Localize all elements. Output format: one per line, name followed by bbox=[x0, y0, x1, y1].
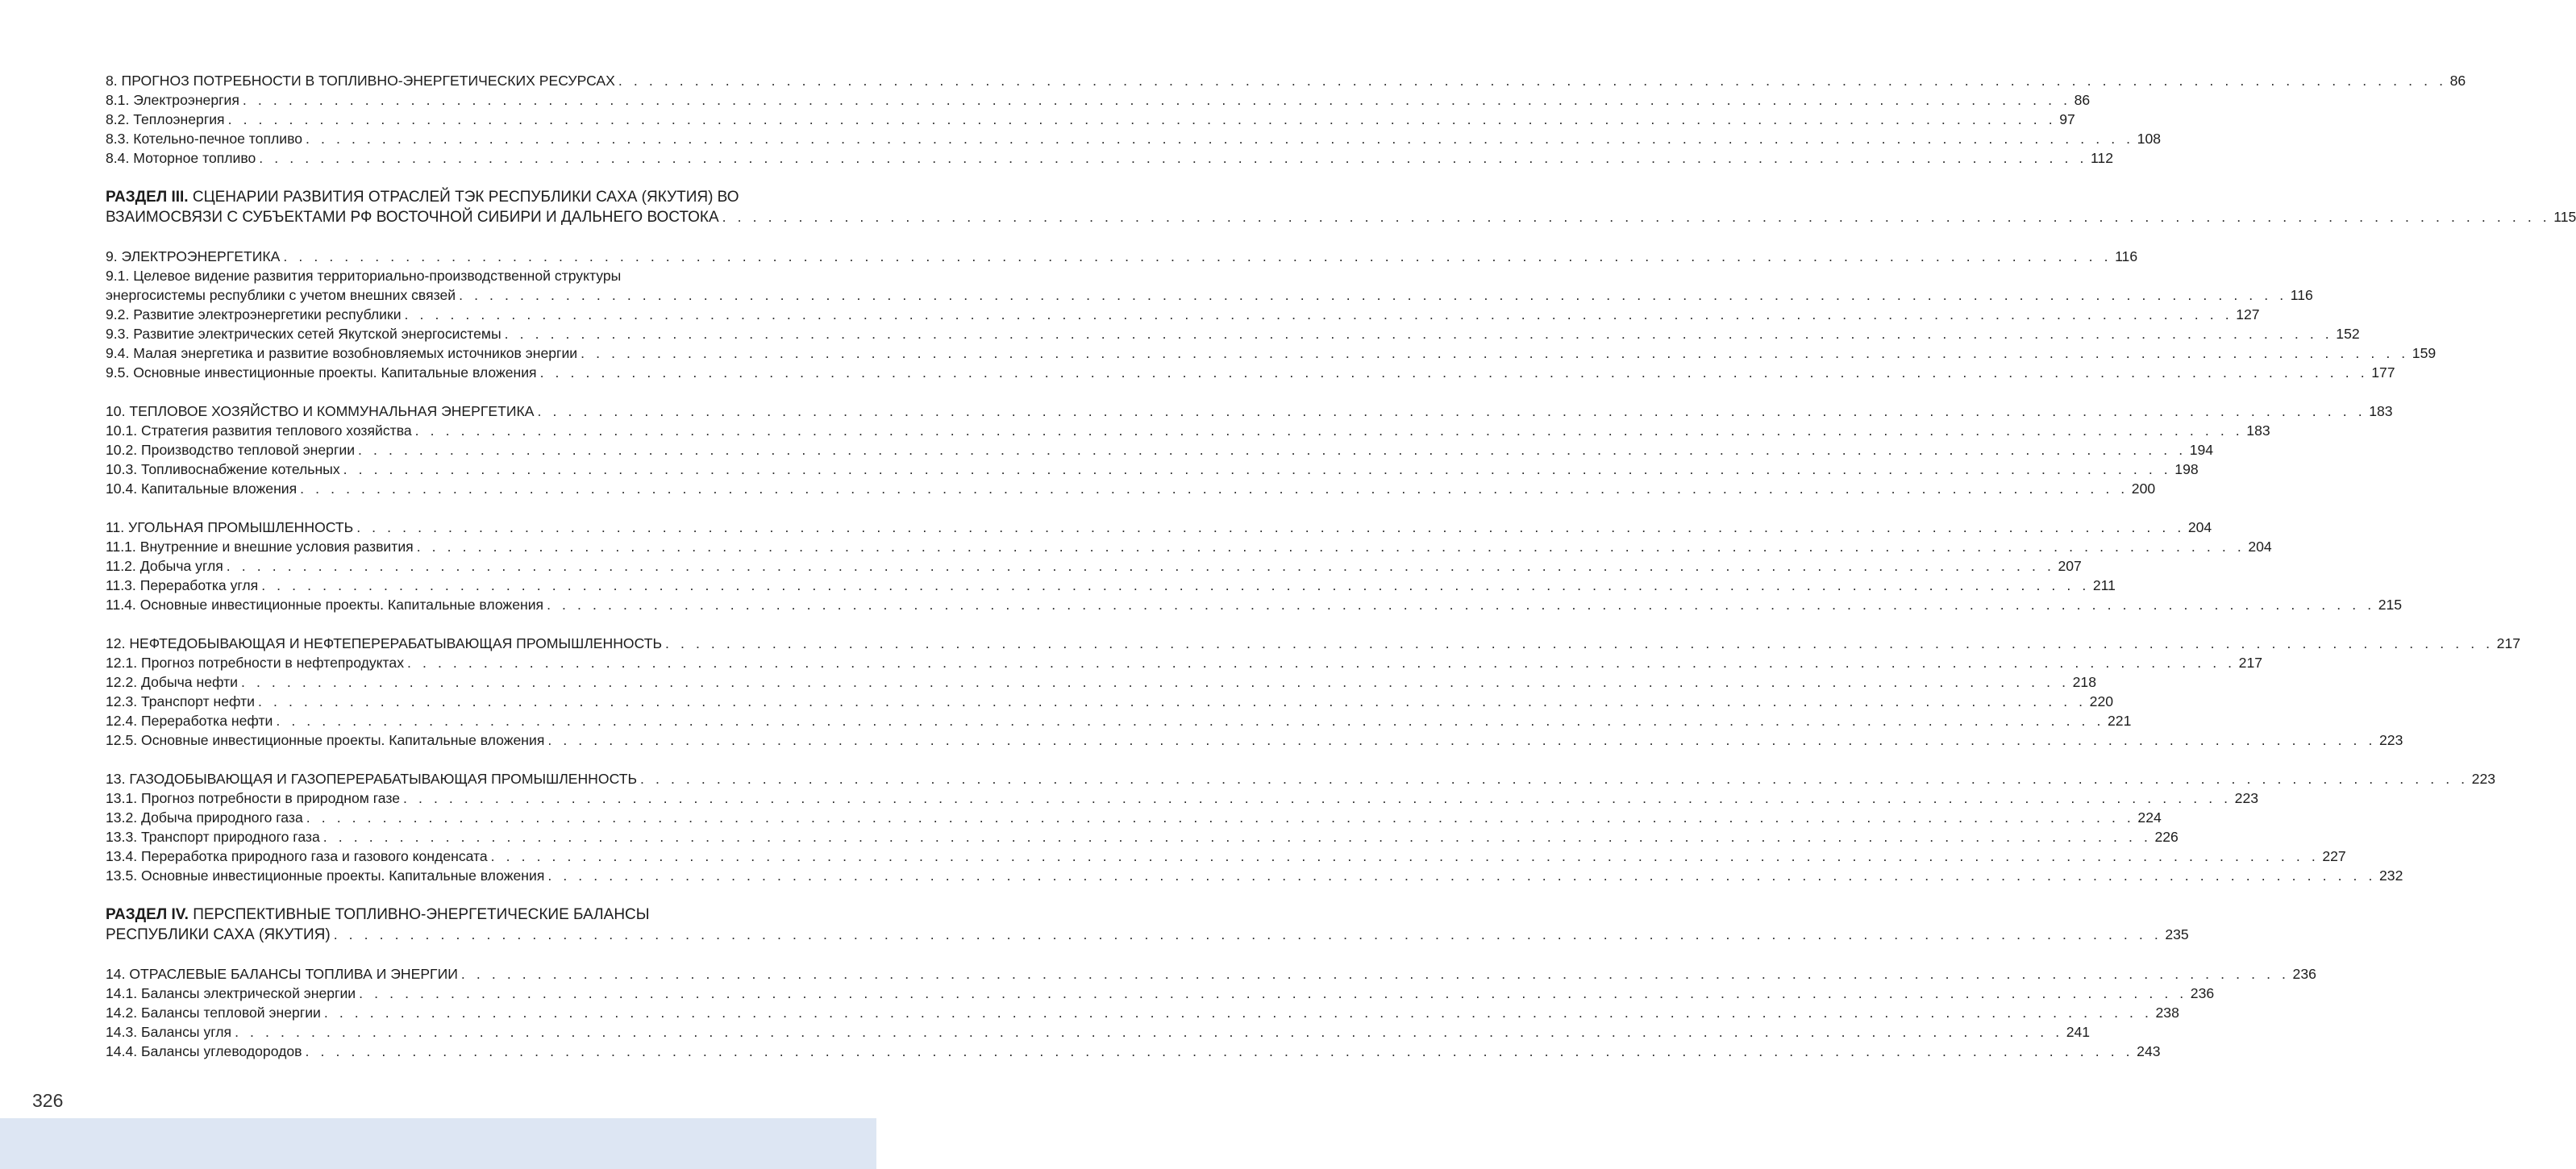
toc-leader-dots: . . . . . . . . . . . . . . . . . . . . . . . . . . . . . . . . . . . . . . . . . . . . . . . . . . . . . . . . . . . . . . . . . . . . . . . . . . . . . . . . . . . . . . . . . . . . . . . . . . . . . . . . . . . . . . . . . . . . . . . . bbox=[283, 248, 2112, 264]
toc-section-heading[interactable] bbox=[106, 925, 2189, 945]
toc-leader-dots: . . . . . . . . . . . . . . . . . . . . . . . . . . . . . . . . . . . . . . . . . . . . . . . . . . . . . . . . . . . . . . . . . . . . . . . . . . . . . . . . . . . . . . . . . . . . . . . . . . . . . . . . . . . . . . . . . . . . . . . . bbox=[323, 1005, 2153, 1021]
toc-entry[interactable] bbox=[106, 692, 2114, 711]
toc-section-heading[interactable] bbox=[106, 187, 834, 207]
toc-leader-dots: . . . . . . . . . . . . . . . . . . . . . . . . . . . . . . . . . . . . . . . . . . . . . . . . . . . . . . . . . . . . . . . . . . . . . . . . . . . . . . . . . . . . . . . . . . . . . . . . . . . . . . . . . . . . . . . . . . . . . . . . bbox=[665, 635, 2494, 651]
toc-page-number: 116 bbox=[2290, 287, 2313, 303]
toc-entry-title: 14.1. Балансы электрической энергии bbox=[106, 985, 356, 1001]
toc-entry-title: 10.3. Топливоснабжение котельных bbox=[106, 461, 340, 477]
toc-entry[interactable] bbox=[106, 148, 2114, 168]
toc-entry[interactable] bbox=[106, 634, 2521, 653]
toc-page-number: 115 bbox=[2553, 209, 2576, 225]
toc-page-number: 218 bbox=[2072, 674, 2096, 690]
toc-page-number: 207 bbox=[2058, 558, 2082, 574]
toc-leader-dots: . . . . . . . . . . . . . . . . . . . . . . . . . . . . . . . . . . . . . . . . . . . . . . . . . . . . . . . . . . . . . . . . . . . . . . . . . . . . . . . . . . . . . . . . . . . . . . . . . . . . . . . . . . . . . . . . . . . . . . . . bbox=[359, 985, 2187, 1001]
toc-entry[interactable] bbox=[106, 305, 2260, 324]
toc-entry-title: 8.4. Моторное топливо bbox=[106, 150, 256, 166]
toc-entry-title: 13.1. Прогноз потребности в природном газе bbox=[106, 790, 400, 806]
toc-leader-dots: . . . . . . . . . . . . . . . . . . . . . . . . . . . . . . . . . . . . . . . . . . . . . . . . . . . . . . . . . . . . . . . . . . . . . . . . . . . . . . . . . . . . . . . . . . . . . . . . . . . . . . . . . . . . . . . . . . . . . . . . bbox=[490, 848, 2320, 864]
toc-page-number: 215 bbox=[2378, 597, 2403, 613]
toc-entry-title: 14. ОТРАСЛЕВЫЕ БАЛАНСЫ ТОПЛИВА И ЭНЕРГИИ bbox=[106, 966, 458, 982]
toc-leader-dots: . . . . . . . . . . . . . . . . . . . . . . . . . . . . . . . . . . . . . . . . . . . . . . . . . . . . . . . . . . . . . . . . . . . . . . . . . . . . . . . . . . . . . . . . . . . . . . . . . . . . . . . . . . . . . . . . . . . . . . . . bbox=[276, 713, 2105, 729]
toc-page-number: 238 bbox=[2155, 1005, 2179, 1021]
toc-entry[interactable] bbox=[106, 266, 834, 285]
toc-entry[interactable] bbox=[106, 324, 2360, 343]
toc-leader-dots: . . . . . . . . . . . . . . . . . . . . . . . . . . . . . . . . . . . . . . . . . . . . . . . . . . . . . . . . . . . . . . . . . . . . . . . . . . . . . . . . . . . . . . . . . . . . . . . . . . . . . . . . . . . . . . . . . . . . . . . . bbox=[333, 926, 2162, 942]
toc-entry-title: РЕСПУБЛИКИ САХА (ЯКУТИЯ) bbox=[106, 926, 331, 943]
toc-entry[interactable] bbox=[106, 595, 2403, 614]
toc-entry[interactable] bbox=[106, 285, 2313, 305]
toc-entry[interactable] bbox=[106, 984, 2215, 1003]
toc-entry[interactable] bbox=[106, 343, 2437, 363]
toc-entry[interactable] bbox=[106, 1003, 2179, 1022]
toc-entry-title: 10. ТЕПЛОВОЕ ХОЗЯЙСТВО И КОММУНАЛЬНАЯ ЭНЕРГЕТИКА bbox=[106, 403, 535, 419]
toc-leader-dots: . . . . . . . . . . . . . . . . . . . . . . . . . . . . . . . . . . . . . . . . . . . . . . . . . . . . . . . . . . . . . . . . . . . . . . . . . . . . . . . . . . . . . . . . . . . . . . . . . . . . . . . . . . . . . . . . . . . . . . . . bbox=[407, 655, 2236, 671]
toc-page-number: 223 bbox=[2234, 790, 2259, 806]
toc-page-number: 243 bbox=[2137, 1043, 2161, 1059]
toc-entry-title: ВЗАИМОСВЯЗИ С СУБЪЕКТАМИ РФ ВОСТОЧНОЙ СИБИРИ И ДАЛЬНЕГО ВОСТОКА bbox=[106, 209, 719, 226]
toc-entry[interactable] bbox=[106, 247, 2138, 266]
toc-page-number: 194 bbox=[2189, 442, 2214, 458]
toc-entry-title: 9.2. Развитие электроэнергетики республики bbox=[106, 306, 402, 322]
toc-entry[interactable] bbox=[106, 421, 2270, 440]
toc-page-number: 236 bbox=[2292, 966, 2316, 982]
toc-entry[interactable] bbox=[106, 788, 2259, 808]
toc-page-number: 152 bbox=[2336, 326, 2360, 342]
toc-entry[interactable] bbox=[106, 672, 2096, 692]
toc-page-number: 108 bbox=[2137, 131, 2162, 147]
toc-entry-title: 9. ЭЛЕКТРОЭНЕРГЕТИКА bbox=[106, 248, 281, 264]
toc-entry[interactable] bbox=[106, 769, 2496, 788]
toc-entry[interactable] bbox=[106, 1022, 2091, 1042]
toc-entry-title: 13.3. Транспорт природного газа bbox=[106, 829, 320, 845]
toc-entry[interactable] bbox=[106, 964, 2316, 984]
toc-page-number: 204 bbox=[2248, 539, 2272, 555]
toc-entry-title: 14.4. Балансы углеводородов bbox=[106, 1043, 302, 1059]
toc-entry-title: 11.1. Внутренние и внешние условия развития bbox=[106, 539, 414, 555]
toc-leader-dots: . . . . . . . . . . . . . . . . . . . . . . . . . . . . . . . . . . . . . . . . . . . . . . . . . . . . . . . . . . . . . . . . . . . . . . . . . . . . . . . . . . . . . . . . . . . . . . . . . . . . . . . . . . . . . . . . . . . . . . . . bbox=[403, 790, 2232, 806]
toc-leader-dots: . . . . . . . . . . . . . . . . . . . . . . . . . . . . . . . . . . . . . . . . . . . . . . . . . . . . . . . . . . . . . . . . . . . . . . . . . . . . . . . . . . . . . . . . . . . . . . . . . . . . . . . . . . . . . . . . . . . . . . . . bbox=[547, 732, 2377, 748]
toc-entry-title: 8. ПРОГНОЗ ПОТРЕБНОСТИ В ТОПЛИВНО-ЭНЕРГЕТИЧЕСКИХ РЕСУРСАХ bbox=[106, 73, 615, 89]
toc-leader-dots: . . . . . . . . . . . . . . . . . . . . . . . . . . . . . . . . . . . . . . . . . . . . . . . . . . . . . . . . . . . . . . . . . . . . . . . . . . . . . . . . . . . . . . . . . . . . . . . . . . . . . . . . . . . . . . . . . . . . . . . . bbox=[235, 1024, 2063, 1040]
toc-page-number: 232 bbox=[2379, 867, 2403, 884]
toc-page-number: 241 bbox=[2066, 1024, 2091, 1040]
toc-entry-title: 11.3. Переработка угля bbox=[106, 577, 259, 593]
toc-leader-dots: . . . . . . . . . . . . . . . . . . . . . . . . . . . . . . . . . . . . . . . . . . . . . . . . . . . . . . . . . . . . . . . . . . . . . . . . . . . . . . . . . . . . . . . . . . . . . . . . . . . . . . . . . . . . . . . . . . . . . . . . bbox=[226, 558, 2055, 574]
toc-entry-title: 12.3. Транспорт нефти bbox=[106, 693, 255, 709]
toc-entry-title: 13. ГАЗОДОБЫВАЮЩАЯ И ГАЗОПЕРЕРАБАТЫВАЮЩАЯ ПРОМЫШЛЕННОСТЬ bbox=[106, 771, 637, 787]
toc-leader-dots: . . . . . . . . . . . . . . . . . . . . . . . . . . . . . . . . . . . . . . . . . . . . . . . . . . . . . . . . . . . . . . . . . . . . . . . . . . . . . . . . . . . . . . . . . . . . . . . . . . . . . . . . . . . . . . . . . . . . . . . . bbox=[459, 287, 2287, 303]
toc-leader-dots: . . . . . . . . . . . . . . . . . . . . . . . . . . . . . . . . . . . . . . . . . . . . . . . . . . . . . . . . . . . . . . . . . . . . . . . . . . . . . . . . . . . . . . . . . . . . . . . . . . . . . . . . . . . . . . . . . . . . . . . . bbox=[722, 209, 2551, 225]
toc-page-number: 112 bbox=[2090, 150, 2114, 166]
toc-entry-title: 8.1. Электроэнергия bbox=[106, 92, 239, 108]
toc-entry-title: 9.3. Развитие электрических сетей Якутской энергосистемы bbox=[106, 326, 501, 342]
toc-page-number: 211 bbox=[2092, 577, 2116, 593]
toc-page-number: 86 bbox=[2074, 92, 2091, 108]
toc-leader-dots: . . . . . . . . . . . . . . . . . . . . . . . . . . . . . . . . . . . . . . . . . . . . . . . . . . . . . . . . . . . . . . . . . . . . . . . . . . . . . . . . . . . . . . . . . . . . . . . . . . . . . . . . . . . . . . . . . . . . . . . . bbox=[323, 829, 2152, 845]
toc-entry-title: 11.4. Основные инвестиционные проекты. Капитальные вложения bbox=[106, 597, 544, 613]
toc-leader-dots: . . . . . . . . . . . . . . . . . . . . . . . . . . . . . . . . . . . . . . . . . . . . . . . . . . . . . . . . . . . . . . . . . . . . . . . . . . . . . . . . . . . . . . . . . . . . . . . . . . . . . . . . . . . . . . . . . . . . . . . . bbox=[305, 1043, 2134, 1059]
toc-page-number: 200 bbox=[2131, 480, 2156, 497]
toc-entry-title: 10.1. Стратегия развития теплового хозяйства bbox=[106, 422, 412, 439]
toc-leader-dots: . . . . . . . . . . . . . . . . . . . . . . . . . . . . . . . . . . . . . . . . . . . . . . . . . . . . . . . . . . . . . . . . . . . . . . . . . . . . . . . . . . . . . . . . . . . . . . . . . . . . . . . . . . . . . . . . . . . . . . . . bbox=[504, 326, 2333, 342]
toc-page-number: 198 bbox=[2174, 461, 2199, 477]
toc-leader-dots: . . . . . . . . . . . . . . . . . . . . . . . . . . . . . . . . . . . . . . . . . . . . . . . . . . . . . . . . . . . . . . . . . . . . . . . . . . . . . . . . . . . . . . . . . . . . . . . . . . . . . . . . . . . . . . . . . . . . . . . . bbox=[460, 966, 2290, 982]
toc-leader-dots: . . . . . . . . . . . . . . . . . . . . . . . . . . . . . . . . . . . . . . . . . . . . . . . . . . . . . . . . . . . . . . . . . . . . . . . . . . . . . . . . . . . . . . . . . . . . . . . . . . . . . . . . . . . . . . . . . . . . . . . . bbox=[259, 150, 2087, 166]
toc-entry[interactable] bbox=[106, 1042, 2161, 1061]
toc-leader-dots: . . . . . . . . . . . . . . . . . . . . . . . . . . . . . . . . . . . . . . . . . . . . . . . . . . . . . . . . . . . . . . . . . . . . . . . . . . . . . . . . . . . . . . . . . . . . . . . . . . . . . . . . . . . . . . . . . . . . . . . . bbox=[618, 73, 2447, 89]
toc-entry-title: энергосистемы республики с учетом внешних связей bbox=[106, 287, 456, 303]
toc-entry[interactable] bbox=[106, 827, 2179, 847]
toc-leader-dots: . . . . . . . . . . . . . . . . . . . . . . . . . . . . . . . . . . . . . . . . . . . . . . . . . . . . . . . . . . . . . . . . . . . . . . . . . . . . . . . . . . . . . . . . . . . . . . . . . . . . . . . . . . . . . . . . . . . . . . . . bbox=[300, 480, 2129, 497]
toc-entry-title: РАЗДЕЛ III. СЦЕНАРИИ РАЗВИТИЯ ОТРАСЛЕЙ ТЭК РЕСПУБЛИКИ САХА (ЯКУТИЯ) ВО bbox=[106, 189, 739, 206]
toc-entry-title: 12.2. Добыча нефти bbox=[106, 674, 238, 690]
toc-spacer bbox=[106, 614, 834, 634]
toc-entry-title: 8.3. Котельно-печное топливо bbox=[106, 131, 303, 147]
toc-entry-title: 14.2. Балансы тепловой энергии bbox=[106, 1005, 321, 1021]
toc-page-number: 235 bbox=[2165, 926, 2189, 942]
toc-entry[interactable] bbox=[106, 90, 2091, 110]
toc-page-number: 97 bbox=[2059, 111, 2075, 127]
toc-leader-dots: . . . . . . . . . . . . . . . . . . . . . . . . . . . . . . . . . . . . . . . . . . . . . . . . . . . . . . . . . . . . . . . . . . . . . . . . . . . . . . . . . . . . . . . . . . . . . . . . . . . . . . . . . . . . . . . . . . . . . . . . bbox=[416, 539, 2245, 555]
toc-page-number: 183 bbox=[2369, 403, 2393, 419]
toc-page-number: 204 bbox=[2187, 519, 2212, 535]
toc-entry[interactable] bbox=[106, 363, 2395, 382]
toc-leader-dots: . . . . . . . . . . . . . . . . . . . . . . . . . . . . . . . . . . . . . . . . . . . . . . . . . . . . . . . . . . . . . . . . . . . . . . . . . . . . . . . . . . . . . . . . . . . . . . . . . . . . . . . . . . . . . . . . . . . . . . . . bbox=[227, 111, 2057, 127]
toc-entry[interactable] bbox=[106, 556, 2082, 576]
toc-entry-title: 9.1. Целевое видение развития территориально-производственной структуры bbox=[106, 268, 622, 284]
toc-entry[interactable] bbox=[106, 110, 2075, 129]
toc-section-heading[interactable] bbox=[106, 207, 2576, 227]
toc-entry-title: 12. НЕФТЕДОБЫВАЮЩАЯ И НЕФТЕПЕРЕРАБАТЫВАЮЩАЯ ПРОМЫШЛЕННОСТЬ bbox=[106, 635, 662, 651]
toc-leader-dots: . . . . . . . . . . . . . . . . . . . . . . . . . . . . . . . . . . . . . . . . . . . . . . . . . . . . . . . . . . . . . . . . . . . . . . . . . . . . . . . . . . . . . . . . . . . . . . . . . . . . . . . . . . . . . . . . . . . . . . . . bbox=[581, 345, 2409, 361]
toc-entry-title: 11.2. Добыча угля bbox=[106, 558, 223, 574]
toc-leader-dots: . . . . . . . . . . . . . . . . . . . . . . . . . . . . . . . . . . . . . . . . . . . . . . . . . . . . . . . . . . . . . . . . . . . . . . . . . . . . . . . . . . . . . . . . . . . . . . . . . . . . . . . . . . . . . . . . . . . . . . . . bbox=[240, 674, 2070, 690]
toc-leader-dots: . . . . . . . . . . . . . . . . . . . . . . . . . . . . . . . . . . . . . . . . . . . . . . . . . . . . . . . . . . . . . . . . . . . . . . . . . . . . . . . . . . . . . . . . . . . . . . . . . . . . . . . . . . . . . . . . . . . . . . . . bbox=[537, 403, 2366, 419]
toc-section-label: РАЗДЕЛ IV. bbox=[106, 906, 189, 923]
toc-page-number: 236 bbox=[2190, 985, 2215, 1001]
toc-page-number: 217 bbox=[2496, 635, 2521, 651]
toc-leader-dots: . . . . . . . . . . . . . . . . . . . . . . . . . . . . . . . . . . . . . . . . . . . . . . . . . . . . . . . . . . . . . . . . . . . . . . . . . . . . . . . . . . . . . . . . . . . . . . . . . . . . . . . . . . . . . . . . . . . . . . . . bbox=[539, 364, 2369, 381]
toc-leader-dots: . . . . . . . . . . . . . . . . . . . . . . . . . . . . . . . . . . . . . . . . . . . . . . . . . . . . . . . . . . . . . . . . . . . . . . . . . . . . . . . . . . . . . . . . . . . . . . . . . . . . . . . . . . . . . . . . . . . . . . . . bbox=[242, 92, 2071, 108]
toc-entry[interactable] bbox=[106, 576, 2116, 595]
toc-entry[interactable] bbox=[106, 129, 2162, 148]
toc-leader-dots: . . . . . . . . . . . . . . . . . . . . . . . . . . . . . . . . . . . . . . . . . . . . . . . . . . . . . . . . . . . . . . . . . . . . . . . . . . . . . . . . . . . . . . . . . . . . . . . . . . . . . . . . . . . . . . . . . . . . . . . . bbox=[404, 306, 2233, 322]
toc-entry[interactable] bbox=[106, 537, 2272, 556]
toc-entry-title: 11. УГОЛЬНАЯ ПРОМЫШЛЕННОСТЬ bbox=[106, 519, 354, 535]
toc-leader-dots: . . . . . . . . . . . . . . . . . . . . . . . . . . . . . . . . . . . . . . . . . . . . . . . . . . . . . . . . . . . . . . . . . . . . . . . . . . . . . . . . . . . . . . . . . . . . . . . . . . . . . . . . . . . . . . . . . . . . . . . . bbox=[343, 461, 2172, 477]
toc-entry-title: 12.4. Переработка нефти bbox=[106, 713, 273, 729]
toc-entry-title: 14.3. Балансы угля bbox=[106, 1024, 232, 1040]
toc-page-number: 159 bbox=[2412, 345, 2437, 361]
toc-spacer bbox=[106, 498, 834, 518]
toc-leader-dots: . . . . . . . . . . . . . . . . . . . . . . . . . . . . . . . . . . . . . . . . . . . . . . . . . . . . . . . . . . . . . . . . . . . . . . . . . . . . . . . . . . . . . . . . . . . . . . . . . . . . . . . . . . . . . . . . . . . . . . . . bbox=[356, 519, 2185, 535]
toc-spacer bbox=[106, 750, 834, 769]
toc-page-number: 224 bbox=[2137, 809, 2162, 826]
toc-entry[interactable] bbox=[106, 808, 2162, 827]
toc-entry-title: 13.2. Добыча природного газа bbox=[106, 809, 303, 826]
toc-entry[interactable] bbox=[106, 479, 2156, 498]
table-of-contents bbox=[106, 71, 2576, 1061]
toc-page-number: 127 bbox=[2236, 306, 2260, 322]
toc-entry-title: 12.5. Основные инвестиционные проекты. Капитальные вложения bbox=[106, 732, 545, 748]
toc-entry[interactable] bbox=[106, 518, 2212, 537]
toc-leader-dots: . . . . . . . . . . . . . . . . . . . . . . . . . . . . . . . . . . . . . . . . . . . . . . . . . . . . . . . . . . . . . . . . . . . . . . . . . . . . . . . . . . . . . . . . . . . . . . . . . . . . . . . . . . . . . . . . . . . . . . . . bbox=[640, 771, 2469, 787]
toc-entry-title: РАЗДЕЛ IV. ПЕРСПЕКТИВНЫЕ ТОПЛИВНО-ЭНЕРГЕТИЧЕСКИЕ БАЛАНСЫ bbox=[106, 906, 650, 923]
toc-entry[interactable] bbox=[106, 653, 2263, 672]
toc-leader-dots: . . . . . . . . . . . . . . . . . . . . . . . . . . . . . . . . . . . . . . . . . . . . . . . . . . . . . . . . . . . . . . . . . . . . . . . . . . . . . . . . . . . . . . . . . . . . . . . . . . . . . . . . . . . . . . . . . . . . . . . . bbox=[547, 867, 2377, 884]
toc-entry[interactable] bbox=[106, 71, 2466, 90]
toc-entry-title: 10.4. Капитальные вложения bbox=[106, 480, 298, 497]
toc-entry[interactable] bbox=[106, 866, 2403, 885]
toc-page-number: 223 bbox=[2471, 771, 2496, 787]
toc-entry-title: 13.5. Основные инвестиционные проекты. Капитальные вложения bbox=[106, 867, 545, 884]
toc-page-number: 183 bbox=[2246, 422, 2270, 439]
toc-section-heading[interactable] bbox=[106, 905, 834, 925]
toc-entry-title: 9.5. Основные инвестиционные проекты. Капитальные вложения bbox=[106, 364, 537, 381]
toc-page-number: 220 bbox=[2089, 693, 2114, 709]
toc-entry[interactable] bbox=[106, 847, 2346, 866]
toc-entry[interactable] bbox=[106, 460, 2199, 479]
footer-band bbox=[0, 1118, 876, 1169]
toc-entry[interactable] bbox=[106, 711, 2132, 730]
toc-page-number: 226 bbox=[2154, 829, 2179, 845]
toc-entry[interactable] bbox=[106, 440, 2214, 460]
toc-leader-dots: . . . . . . . . . . . . . . . . . . . . . . . . . . . . . . . . . . . . . . . . . . . . . . . . . . . . . . . . . . . . . . . . . . . . . . . . . . . . . . . . . . . . . . . . . . . . . . . . . . . . . . . . . . . . . . . . . . . . . . . . bbox=[306, 809, 2135, 826]
toc-section-label: РАЗДЕЛ III. bbox=[106, 189, 189, 206]
toc-entry-title: 10.2. Производство тепловой энергии bbox=[106, 442, 356, 458]
toc-entry-title: 8.2. Теплоэнергия bbox=[106, 111, 225, 127]
toc-page-number: 223 bbox=[2379, 732, 2403, 748]
toc-leader-dots: . . . . . . . . . . . . . . . . . . . . . . . . . . . . . . . . . . . . . . . . . . . . . . . . . . . . . . . . . . . . . . . . . . . . . . . . . . . . . . . . . . . . . . . . . . . . . . . . . . . . . . . . . . . . . . . . . . . . . . . . bbox=[358, 442, 2187, 458]
toc-page-number: 227 bbox=[2322, 848, 2346, 864]
toc-leader-dots: . . . . . . . . . . . . . . . . . . . . . . . . . . . . . . . . . . . . . . . . . . . . . . . . . . . . . . . . . . . . . . . . . . . . . . . . . . . . . . . . . . . . . . . . . . . . . . . . . . . . . . . . . . . . . . . . . . . . . . . . bbox=[414, 422, 2244, 439]
toc-entry-title: 13.4. Переработка природного газа и газового конденсата bbox=[106, 848, 488, 864]
toc-page-number: 177 bbox=[2371, 364, 2395, 381]
toc-page-number: 116 bbox=[2115, 248, 2138, 264]
toc-page-number: 217 bbox=[2238, 655, 2263, 671]
toc-page-number: 221 bbox=[2108, 713, 2132, 729]
toc-spacer bbox=[106, 945, 834, 964]
toc-page-number: 86 bbox=[2449, 73, 2466, 89]
toc-spacer bbox=[106, 168, 834, 187]
toc-leader-dots: . . . . . . . . . . . . . . . . . . . . . . . . . . . . . . . . . . . . . . . . . . . . . . . . . . . . . . . . . . . . . . . . . . . . . . . . . . . . . . . . . . . . . . . . . . . . . . . . . . . . . . . . . . . . . . . . . . . . . . . . bbox=[306, 131, 2134, 147]
toc-entry-title: 9.4. Малая энергетика и развитие возобновляемых источников энергии bbox=[106, 345, 578, 361]
toc-leader-dots: . . . . . . . . . . . . . . . . . . . . . . . . . . . . . . . . . . . . . . . . . . . . . . . . . . . . . . . . . . . . . . . . . . . . . . . . . . . . . . . . . . . . . . . . . . . . . . . . . . . . . . . . . . . . . . . . . . . . . . . . bbox=[258, 693, 2087, 709]
toc-spacer bbox=[106, 885, 834, 905]
toc-entry-title: 12.1. Прогноз потребности в нефтепродуктах bbox=[106, 655, 404, 671]
toc-entry[interactable] bbox=[106, 730, 2403, 750]
toc-spacer bbox=[106, 382, 834, 401]
page-number: 326 bbox=[32, 1090, 64, 1111]
toc-entry[interactable] bbox=[106, 401, 2393, 421]
toc-leader-dots: . . . . . . . . . . . . . . . . . . . . . . . . . . . . . . . . . . . . . . . . . . . . . . . . . . . . . . . . . . . . . . . . . . . . . . . . . . . . . . . . . . . . . . . . . . . . . . . . . . . . . . . . . . . . . . . . . . . . . . . . bbox=[547, 597, 2375, 613]
toc-leader-dots: . . . . . . . . . . . . . . . . . . . . . . . . . . . . . . . . . . . . . . . . . . . . . . . . . . . . . . . . . . . . . . . . . . . . . . . . . . . . . . . . . . . . . . . . . . . . . . . . . . . . . . . . . . . . . . . . . . . . . . . . bbox=[261, 577, 2090, 593]
toc-spacer bbox=[106, 227, 834, 247]
